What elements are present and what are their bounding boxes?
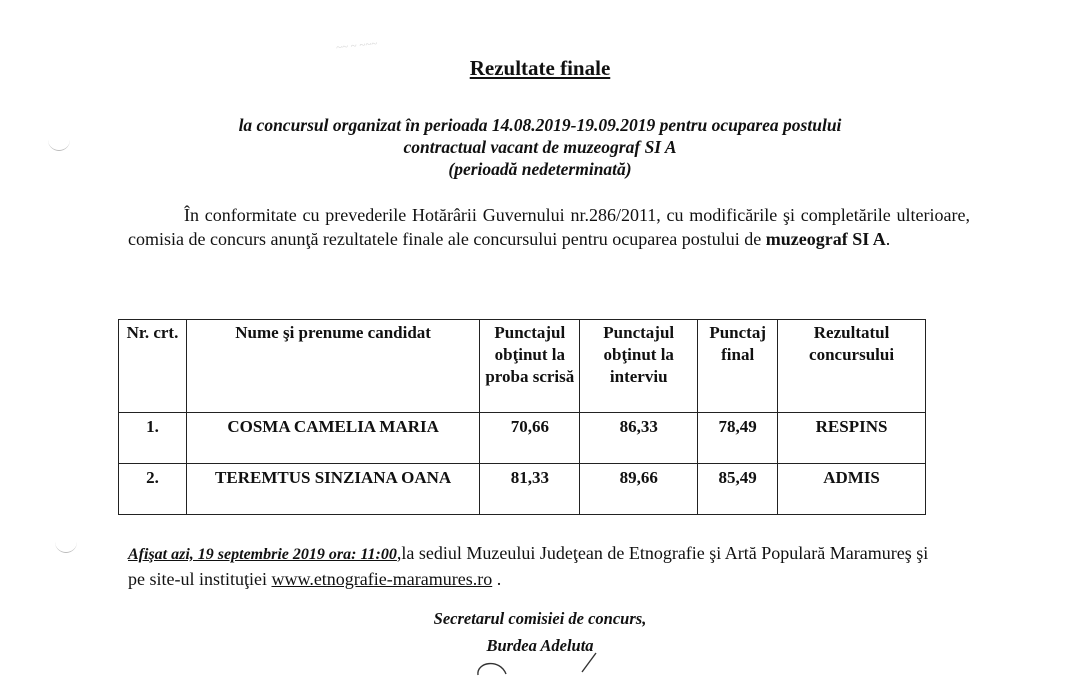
- table-row: [119, 413, 926, 464]
- subtitle-line-1: la concursul organizat în perioada 14.08.2019-19.09.2019 pentru ocuparea postului: [238, 115, 842, 135]
- cell-written-score: 70,66: [480, 413, 580, 464]
- header-written-score: Punctajul obţinut la proba scrisă: [480, 320, 580, 413]
- header-result: Rezultatul concursului: [778, 320, 926, 413]
- website-link[interactable]: www.etnografie-maramures.ro: [271, 569, 493, 589]
- intro-post-name: muzeograf SI A: [765, 229, 886, 249]
- document-title: Rezultate finale: [469, 56, 611, 80]
- table-header-row: [119, 320, 926, 413]
- cell-final-score: 78,49: [698, 413, 778, 464]
- header-nr: Nr. crt.: [119, 320, 187, 413]
- posting-place: ,la sediul Muzeului Judeţean de Etnografie şi Artă Populară Maramureş şi pe site-ul instituţiei: [128, 543, 929, 589]
- cell-result: RESPINS: [778, 413, 926, 464]
- faint-smudge: ~~ ~ ~~~: [335, 37, 378, 55]
- subtitle-line-2: contractual vacant de muzeograf SI A: [403, 137, 677, 157]
- handwritten-signature: [470, 650, 610, 676]
- table-row: [119, 464, 926, 515]
- cell-name: TEREMTUS SINZIANA OANA: [186, 464, 479, 515]
- cell-final-score: 85,49: [698, 464, 778, 515]
- intro-paragraph: În conformitate cu prevederile Hotărârii Guvernului nr.286/2011, cu modificările şi completările ulterioare, comisia de concurs anunţă rezultatele finale ale concursului pentru ocuparea postului de muzeograf SI A.: [128, 205, 970, 249]
- results-table: [118, 319, 926, 515]
- punch-hole-mark-bottom: [55, 538, 77, 553]
- document-subtitle: [0, 114, 1080, 180]
- cell-nr: 2.: [119, 464, 187, 515]
- posting-notice: Afişat azi, 19 septembrie 2019 ora: 11:00,la sediul Muzeului Judeţean de Etnografie şi Artă Populară Maramureş şi pe site-ul instituţiei www.etnografie-maramures.ro .: [128, 543, 929, 589]
- signature-name: Burdea Adeluta: [486, 636, 594, 655]
- intro-text: În conformitate cu prevederile Hotărârii Guvernului nr.286/2011, cu modificările şi completările ulterioare, comisia de concurs anunţă rezultatele finale ale concursului pentru ocuparea postului de: [128, 205, 970, 249]
- subtitle-line-3: (perioadă nedeterminată): [448, 159, 632, 179]
- cell-result: ADMIS: [778, 464, 926, 515]
- cell-interview-score: 89,66: [580, 464, 698, 515]
- signature-role: Secretarul comisiei de concurs,: [433, 609, 647, 628]
- header-name: Nume şi prenume candidat: [186, 320, 479, 413]
- cell-nr: 1.: [119, 413, 187, 464]
- header-interview-score: Punctajul obţinut la interviu: [580, 320, 698, 413]
- cell-written-score: 81,33: [480, 464, 580, 515]
- posting-date: Afişat azi, 19 septembrie 2019 ora: 11:00: [128, 546, 397, 563]
- cell-interview-score: 86,33: [580, 413, 698, 464]
- header-final-score: Punctaj final: [698, 320, 778, 413]
- cell-name: COSMA CAMELIA MARIA: [186, 413, 479, 464]
